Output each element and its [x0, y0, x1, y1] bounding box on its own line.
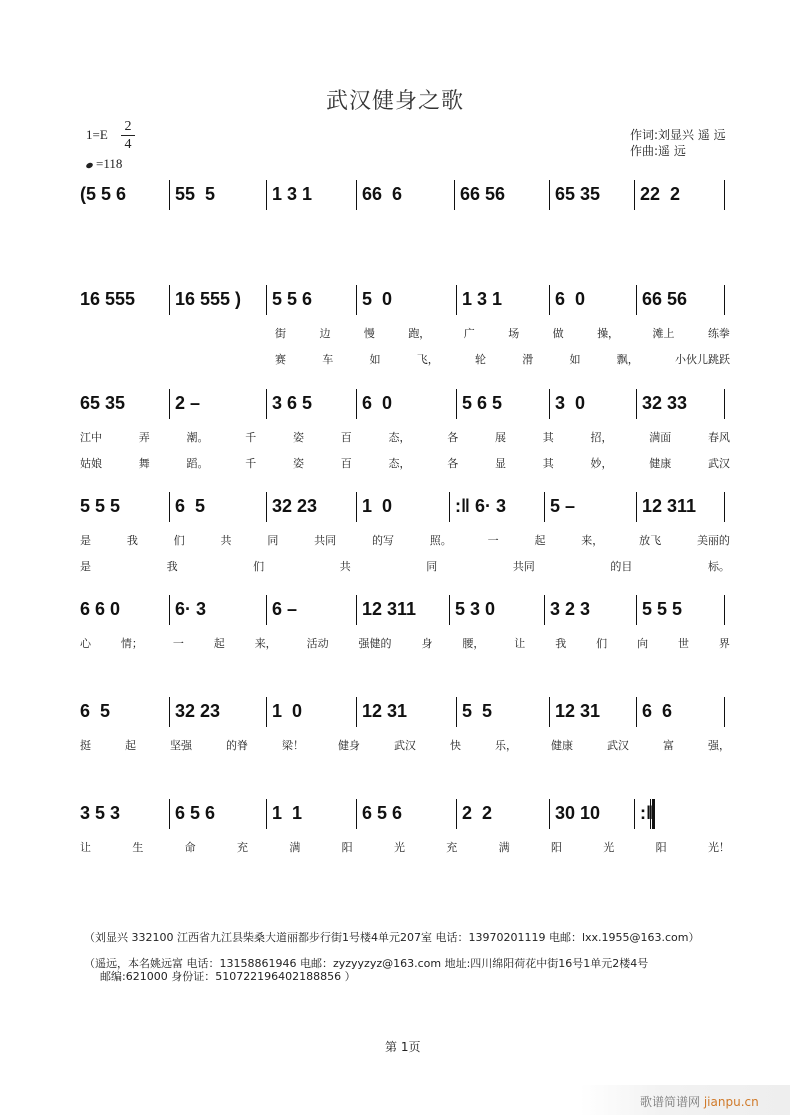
lyric-word: 放飞	[639, 534, 662, 547]
lyric-word: 姿	[293, 457, 304, 470]
barline	[356, 389, 357, 419]
lyric-line	[275, 351, 730, 367]
lyric-word: 百	[340, 457, 352, 470]
measure: 6 5 6	[362, 803, 403, 823]
barline	[634, 180, 635, 210]
measure: 65 35	[555, 184, 601, 204]
lyric-word: 千	[245, 457, 257, 470]
lyric-word: 展	[495, 431, 506, 444]
lyric-word: 各	[447, 431, 459, 444]
measure: 12 311	[642, 496, 697, 516]
measure: 1 3 1	[272, 184, 313, 204]
lyric-word: 潮。	[186, 431, 209, 444]
lyric-word: 乐，	[495, 739, 517, 752]
barline	[356, 799, 357, 829]
lyric-word: 千	[245, 431, 257, 444]
tempo-marking	[86, 156, 122, 172]
barline	[356, 180, 357, 210]
lyric-word: 的目	[610, 560, 633, 573]
measure: 6· 3	[175, 599, 207, 619]
measure: 6 0	[555, 289, 586, 309]
staff-row	[80, 593, 730, 650]
lyric-word: 强健的	[358, 637, 392, 650]
lyric-word: 活动	[306, 637, 329, 650]
lyric-word: 我	[166, 560, 178, 573]
barline	[724, 697, 725, 727]
measure: 66 56	[642, 289, 688, 309]
barline	[169, 180, 170, 210]
measure: 1 1	[272, 803, 303, 823]
barline	[169, 595, 170, 625]
contact-line-lyricist: （刘显兴 332100 江西省九江县柴桑大道丽都步行街1号楼4单元207室 电话：13970201119 电邮：lxx.1955@163.com）	[84, 931, 700, 944]
barline	[169, 285, 170, 315]
barline	[356, 285, 357, 315]
lyric-word: 健身	[338, 739, 360, 752]
song-title: 武汉健身之歌	[325, 89, 464, 114]
barline	[724, 595, 725, 625]
lyric-word: 是	[80, 534, 91, 547]
barline	[266, 697, 267, 727]
measure: 16 555 )	[175, 289, 242, 309]
lyric-word: 美丽的	[696, 534, 730, 547]
lyric-word: 来，	[581, 534, 604, 547]
measure: 65 35	[80, 393, 126, 413]
measure: 55 5	[175, 184, 216, 204]
staff-row	[80, 695, 730, 752]
lyric-word: 态，	[388, 457, 411, 470]
measure: 6 5 6	[175, 803, 216, 823]
lyric-word: 腰，	[462, 637, 485, 650]
measure: 6 6	[642, 701, 673, 721]
measure: 2 –	[175, 393, 201, 413]
lyric-word: 们	[596, 637, 608, 650]
barline	[266, 180, 267, 210]
barline	[636, 285, 637, 315]
lyric-line	[80, 737, 730, 753]
measure: 32 23	[175, 701, 221, 721]
lyric-word: 我	[555, 637, 567, 650]
barline	[266, 595, 267, 625]
lyric-word: 梁！	[282, 739, 304, 752]
measure: 5 5 6	[272, 289, 313, 309]
staff-row	[80, 387, 730, 470]
watermark-en: jianpu.cn	[703, 1095, 759, 1109]
lyric-word: 一	[487, 534, 499, 547]
staff-row	[80, 490, 730, 573]
lyric-word: 一	[172, 637, 184, 650]
lyric-word: 的脊	[226, 739, 248, 752]
lyric-word: 飞，	[416, 353, 439, 366]
lyric-word: 起	[534, 534, 546, 547]
lyric-word: 轮	[475, 353, 486, 366]
barline	[724, 180, 725, 210]
staff-row	[80, 797, 730, 854]
barline	[636, 492, 637, 522]
contact-line-composer: （遥远，本名姚远富 电话：13158861946 电邮：zyzyyzyz@163.com 地址:四川绵阳荷花中街16号1单元2楼4号	[84, 957, 649, 970]
lyric-word: 共同	[314, 534, 337, 547]
lyric-word: 边	[319, 327, 331, 340]
lyric-word: 其	[542, 431, 554, 444]
barline	[169, 389, 170, 419]
barline	[169, 492, 170, 522]
staff-row	[80, 283, 730, 366]
lyric-word: 场	[508, 327, 520, 340]
measure: 5 0	[362, 289, 393, 309]
lyric-word: 操，	[597, 327, 620, 340]
lyric-word: 生	[132, 841, 144, 854]
lyric-word: 起	[125, 739, 136, 752]
lyric-word: 妙，	[590, 457, 613, 470]
lyric-word: 车	[322, 353, 334, 366]
lyric-word: 健康	[551, 739, 573, 752]
lyric-word: 充	[446, 841, 458, 854]
lyric-word: 广	[463, 327, 475, 340]
lyric-word: 快	[450, 739, 461, 752]
watermark	[580, 1085, 790, 1115]
measure: 3 2 3	[550, 599, 591, 619]
lyric-word: 练拳	[707, 327, 730, 340]
lyric-word: 舞	[138, 457, 150, 470]
quarter-note-icon	[85, 161, 93, 168]
lyric-word: 姑娘	[80, 457, 102, 470]
barline	[356, 697, 357, 727]
measure: 6 6 0	[80, 599, 121, 619]
barline	[449, 595, 450, 625]
lyric-word: 慢	[363, 327, 375, 340]
barline	[266, 492, 267, 522]
lyric-word: 显	[495, 457, 506, 470]
measure: 6 5	[175, 496, 206, 516]
lyric-word: 我	[126, 534, 138, 547]
barline	[549, 285, 550, 315]
lyric-word: 起	[213, 637, 225, 650]
measure: 1 0	[272, 701, 303, 721]
lyric-line	[80, 839, 730, 855]
key-signature: 1=E	[86, 127, 108, 142]
measure: 30 10	[555, 803, 601, 823]
lyric-word: 强，	[708, 739, 730, 752]
lyric-word: 其	[542, 457, 554, 470]
barline	[456, 285, 457, 315]
lyric-word: 阳	[655, 841, 667, 854]
barline	[549, 799, 550, 829]
measure: 32 23	[272, 496, 318, 516]
measure: 2 2	[462, 803, 493, 823]
lyric-word: 各	[447, 457, 459, 470]
measure: 12 31	[362, 701, 408, 721]
lyric-word: 武汉	[708, 457, 730, 470]
time-signature-top: 2	[124, 119, 132, 134]
lyric-word: 光！	[707, 841, 730, 854]
measure: 3 0	[555, 393, 586, 413]
measure: 5 5	[462, 701, 493, 721]
watermark-cn: 歌谱简谱网	[640, 1095, 701, 1109]
measure: :‖	[640, 803, 655, 823]
lyric-word: 向	[637, 637, 649, 650]
measure: 5 –	[550, 496, 576, 516]
measure: 5 5 5	[642, 599, 683, 619]
measure: 3 5 3	[80, 803, 121, 823]
measure: :‖ 6· 3	[455, 496, 506, 516]
lyric-word: 让	[80, 841, 91, 854]
measure: 1 0	[362, 496, 393, 516]
lyric-word: 情；	[120, 637, 143, 650]
time-signature	[120, 118, 136, 153]
barline	[454, 180, 455, 210]
lyric-word: 命	[184, 841, 196, 854]
lyric-word: 共同	[512, 560, 535, 573]
lyric-word: 江中	[80, 431, 102, 444]
barline	[456, 389, 457, 419]
barline	[636, 389, 637, 419]
lyric-word: 满面	[649, 431, 672, 444]
lyric-word: 滩上	[652, 327, 675, 340]
measure: 3 6 5	[272, 393, 313, 413]
barline	[456, 697, 457, 727]
lyric-word: 让	[514, 637, 526, 650]
lyric-word: 弄	[138, 431, 150, 444]
lyric-word: 标。	[707, 560, 730, 573]
measure: 32 33	[642, 393, 688, 413]
lyric-word: 武汉	[607, 739, 629, 752]
lyric-word: 健康	[649, 457, 672, 470]
lyric-word: 赛	[275, 353, 286, 366]
lyric-word: 飘，	[616, 353, 639, 366]
lyric-word: 共	[339, 560, 351, 573]
lyric-word: 如	[369, 353, 381, 366]
contact-line-composer-2: 邮编:621000 身份证：510722196402188856 ）	[100, 970, 356, 983]
lyric-word: 来，	[254, 637, 277, 650]
barline	[266, 285, 267, 315]
lyric-word: 招，	[590, 431, 613, 444]
measure: 12 311	[362, 599, 417, 619]
lyric-word: 满	[289, 841, 301, 854]
lyric-word: 们	[173, 534, 185, 547]
lyric-word: 百	[340, 431, 352, 444]
measure: 12 31	[555, 701, 601, 721]
lyric-word: 做	[552, 327, 564, 340]
measure: 5 6 5	[462, 393, 503, 413]
lyric-word: 心	[80, 637, 91, 650]
measure: 16 555	[80, 289, 136, 309]
lyric-word: 姿	[293, 431, 304, 444]
lyric-line	[80, 455, 730, 471]
barline	[456, 799, 457, 829]
lyric-word: 如	[569, 353, 581, 366]
measure: 6 0	[362, 393, 393, 413]
staff-row	[80, 178, 730, 218]
lyric-line	[275, 325, 730, 341]
measure: 5 5 5	[80, 496, 121, 516]
lyric-word: 武汉	[394, 739, 416, 752]
lyric-word: 阳	[341, 841, 353, 854]
lyric-word: 蹈。	[186, 457, 209, 470]
lyric-word: 富	[663, 739, 674, 752]
lyric-word: 坚强	[170, 739, 192, 752]
measure: 1 3 1	[462, 289, 503, 309]
lyric-word: 世	[677, 637, 689, 650]
barline	[549, 389, 550, 419]
final-repeat-barline	[650, 799, 655, 829]
barline	[356, 492, 357, 522]
lyric-line	[80, 429, 730, 445]
lyricist: 作词:刘显兴 遥 远	[630, 128, 726, 142]
lyric-word: 满	[498, 841, 510, 854]
lyric-word: 挺	[80, 739, 91, 752]
barline	[169, 697, 170, 727]
lyric-word: 光	[393, 841, 405, 854]
lyric-word: 跑，	[408, 327, 431, 340]
barline	[544, 492, 545, 522]
lyric-line	[80, 558, 730, 574]
measure: 6 –	[272, 599, 298, 619]
barline	[266, 799, 267, 829]
barline	[636, 595, 637, 625]
measure: 66 6	[362, 184, 403, 204]
lyric-line	[80, 532, 730, 548]
barline	[724, 492, 725, 522]
barline	[724, 389, 725, 419]
barline	[549, 180, 550, 210]
lyric-word: 阳	[550, 841, 562, 854]
credits	[630, 127, 726, 159]
lyric-line	[80, 635, 730, 651]
lyric-word: 的写	[371, 534, 394, 547]
lyric-word: 同	[267, 534, 279, 547]
lyric-word: 界	[718, 637, 730, 650]
lyric-word: 共	[220, 534, 232, 547]
tempo-value: =118	[96, 156, 123, 171]
lyric-word: 充	[236, 841, 248, 854]
measure: 6 5	[80, 701, 111, 721]
lyric-word: 春风	[708, 431, 730, 444]
measure: 66 56	[460, 184, 506, 204]
time-signature-bottom: 4	[124, 137, 132, 152]
barline	[544, 595, 545, 625]
barline	[169, 799, 170, 829]
page-number: 第 1页	[385, 1040, 421, 1054]
lyric-word: 们	[253, 560, 265, 573]
barline	[356, 595, 357, 625]
barline	[724, 285, 725, 315]
lyric-word: 小伙儿跳跃	[675, 353, 730, 366]
barline	[266, 389, 267, 419]
lyric-word: 街	[275, 327, 286, 340]
lyric-word: 身	[421, 637, 433, 650]
composer: 作曲:遥 远	[630, 144, 686, 158]
barline	[549, 697, 550, 727]
lyric-word: 光	[603, 841, 615, 854]
measure: 5 3 0	[455, 599, 496, 619]
lyric-word: 滑	[522, 353, 534, 366]
lyric-word: 态，	[388, 431, 411, 444]
barline	[634, 799, 635, 829]
lyric-word: 是	[80, 560, 91, 573]
barline	[449, 492, 450, 522]
measure: (5 5 6	[80, 184, 127, 204]
lyric-word: 照。	[429, 534, 452, 547]
lyric-word: 同	[426, 560, 438, 573]
measure: 22 2	[640, 184, 681, 204]
barline	[636, 697, 637, 727]
